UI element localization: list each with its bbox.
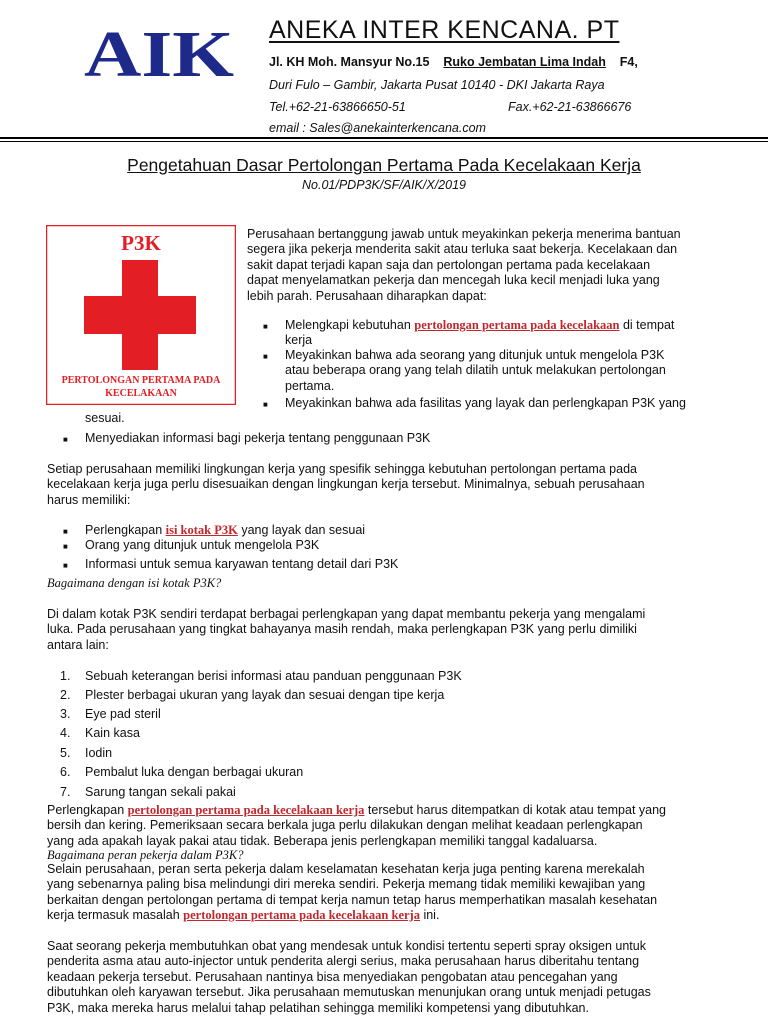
list-item: Eye pad steril (85, 707, 161, 721)
svg-text:AIK: AIK (84, 22, 234, 80)
bullet-icon: ■ (63, 435, 68, 444)
list-item-continuation: sesuai. (85, 411, 125, 425)
svg-text:P3K: P3K (121, 231, 161, 255)
list-item: Informasi untuk semua karyawan tentang detail dari P3K (85, 557, 399, 571)
list-item: Plester berbagai ukuran yang layak dan sesuai dengan tipe kerja (85, 688, 445, 702)
list-item: Kain kasa (85, 726, 140, 740)
question-heading: Bagaimana peran pekerja dalam P3K? (47, 848, 244, 862)
address-unit: F4, (619, 55, 638, 69)
fax: Fax.+62-21-63866676 (508, 100, 632, 114)
list-item: Perlengkapan isi kotak P3K yang layak dan sesuai (85, 523, 366, 537)
bullet-icon: ■ (263, 322, 268, 331)
link-isi-kotak-p3k[interactable]: isi kotak P3K (165, 523, 238, 537)
list-item: Iodin (85, 746, 113, 760)
list-number: 6. (60, 765, 71, 779)
link-pertolongan-pertama-kerja[interactable]: pertolongan pertama pada kecelakaan kerja (183, 908, 420, 923)
paragraph: Setiap perusahaan memiliki lingkungan kerja yang spesifik sehingga kebutuhan pertolongan pertama pada kecelakaan kerja juga perlu disesuaikan dengan lingkungan kerja tersebut. Minimalnya, sebuah perusahaan harus memiliki: (47, 462, 645, 507)
list-item: Sarung tangan sekali pakai (85, 785, 236, 799)
bullet-icon: ■ (63, 561, 68, 570)
list-item: Orang yang ditunjuk untuk mengelola P3K (85, 538, 320, 552)
email: email : Sales@anekainterkencana.com (269, 121, 486, 135)
bullet-icon: ■ (63, 527, 68, 536)
bullet-icon: ■ (263, 352, 268, 361)
link-pertolongan-pertama[interactable]: pertolongan pertama pada kecelakaan (414, 318, 620, 332)
link-pertolongan-pertama-kerja[interactable]: pertolongan pertama pada kecelakaan kerja (127, 803, 365, 817)
list-item: Pembalut luka dengan berbagai ukuran (85, 765, 304, 779)
company-logo (84, 22, 234, 80)
list-number: 2. (60, 688, 71, 702)
svg-text:KECELAKAAN: KECELAKAAN (105, 388, 177, 399)
list-item-continuation: kerja (285, 333, 313, 347)
document-number: No.01/PDP3K/SF/AIK/X/2019 (302, 178, 466, 192)
paragraph: Di dalam kotak P3K sendiri terdapat berbagai perlengkapan yang dapat membantu pekerja yang mengalami luka. Pada perusahaan yang tingkat bahayanya masih rendah, maka perlengkapan P3K yang perlu dimiliki antara lain: (47, 607, 646, 652)
document-title: Pengetahuan Dasar Pertolongan Pertama Pada Kecelakaan Kerja (127, 155, 641, 175)
list-item: Sebuah keterangan berisi informasi atau panduan penggunaan P3K (85, 669, 462, 683)
p3k-first-aid-image (46, 225, 236, 405)
list-number: 7. (60, 785, 71, 799)
list-item: Meyakinkan bahwa ada seorang yang ditunjuk untuk mengelola P3K atau beberapa orang yang telah dilatih untuk melakukan pertolongan pertama. (285, 348, 666, 393)
header-rule (0, 137, 768, 139)
list-number: 1. (60, 669, 71, 683)
paragraph: Saat seorang pekerja membutuhkan obat yang mendesak untuk kondisi tertentu seperti spray oksigen untuk penderita asma atau auto-injector untuk penderita alergi serius, maka perusahaan harus diberitahu tentang keadaan pekerja tersebut. Perusahaan nantinya bisa menyediakan pengobatan atau pencegahan yang dibutuhkan oleh karyawan tersebut. Jika perusahaan memutuskan menunjukan orang untuk menjadi petugas P3K, maka mereka harus melalui tahap pelatihan sehingga memiliki kompetensi yang dibutuhkan. (47, 939, 651, 1015)
list-number: 5. (60, 746, 71, 760)
header-rule-thin (0, 141, 768, 142)
address-line-1 (269, 55, 638, 69)
address-street: Jl. KH Moh. Mansyur No.15 (269, 55, 430, 69)
address-line-2: Duri Fulo – Gambir, Jakarta Pusat 10140 - DKI Jakarta Raya (269, 78, 605, 92)
list-number: 4. (60, 726, 71, 740)
bullet-icon: ■ (63, 542, 68, 551)
list-item: Meyakinkan bahwa ada fasilitas yang layak dan perlengkapan P3K yang (285, 396, 686, 410)
paragraph: Perlengkapan pertolongan pertama pada kecelakaan kerja tersebut harus ditempatkan di kotak atau tempat yang bersih dan kering. Pemeriksaan secara berkala juga perlu dilakukan dengan melihat keadaan perlengkapan yang ada apakah layak pakai atau tidak. Beberapa jenis perlengkapan memiliki tanggal kadaluarsa. (47, 803, 667, 848)
list-item: Melengkapi kebutuhan pertolongan pertama pada kecelakaan di tempat (285, 318, 675, 332)
intro-paragraph: Perusahaan bertanggung jawab untuk meyakinkan pekerja menerima bantuan segera jika pekerja menderita sakit atau terluka saat bekerja. Kecelakaan dan sakit dapat terjadi kapan saja dan pertolongan pertama pada kecelakaan dapat menyelamatkan pekerja dan mencegah luka kecil menjadi luka yang lebih parah. Perusahaan diharapkan dapat: (247, 227, 681, 303)
company-name: ANEKA INTER KENCANA. PT (269, 16, 620, 44)
telephone: Tel.+62-21-63866650-51 (269, 100, 406, 114)
list-number: 3. (60, 707, 71, 721)
address-building: Ruko Jembatan Lima Indah (443, 55, 606, 69)
question-heading: Bagaimana dengan isi kotak P3K? (47, 576, 222, 590)
list-item: Menyediakan informasi bagi pekerja tentang penggunaan P3K (85, 431, 431, 445)
svg-text:PERTOLONGAN PERTAMA PADA: PERTOLONGAN PERTAMA PADA (61, 375, 221, 386)
bullet-icon: ■ (263, 400, 268, 409)
paragraph: Selain perusahaan, peran serta pekerja dalam keselamatan kesehatan kerja juga penting karena merekalah yang sebenarnya paling bisa melindungi diri mereka sendiri. Pekerja memang tidak memiliki kewajiban yang berkaitan dengan pertolongan pertama di tempat kerja namun tetap harus memperhatikan masalah kesehatan kerja termasuk masalah pertolongan pertama pada kecelakaan kerja ini. (47, 862, 658, 923)
